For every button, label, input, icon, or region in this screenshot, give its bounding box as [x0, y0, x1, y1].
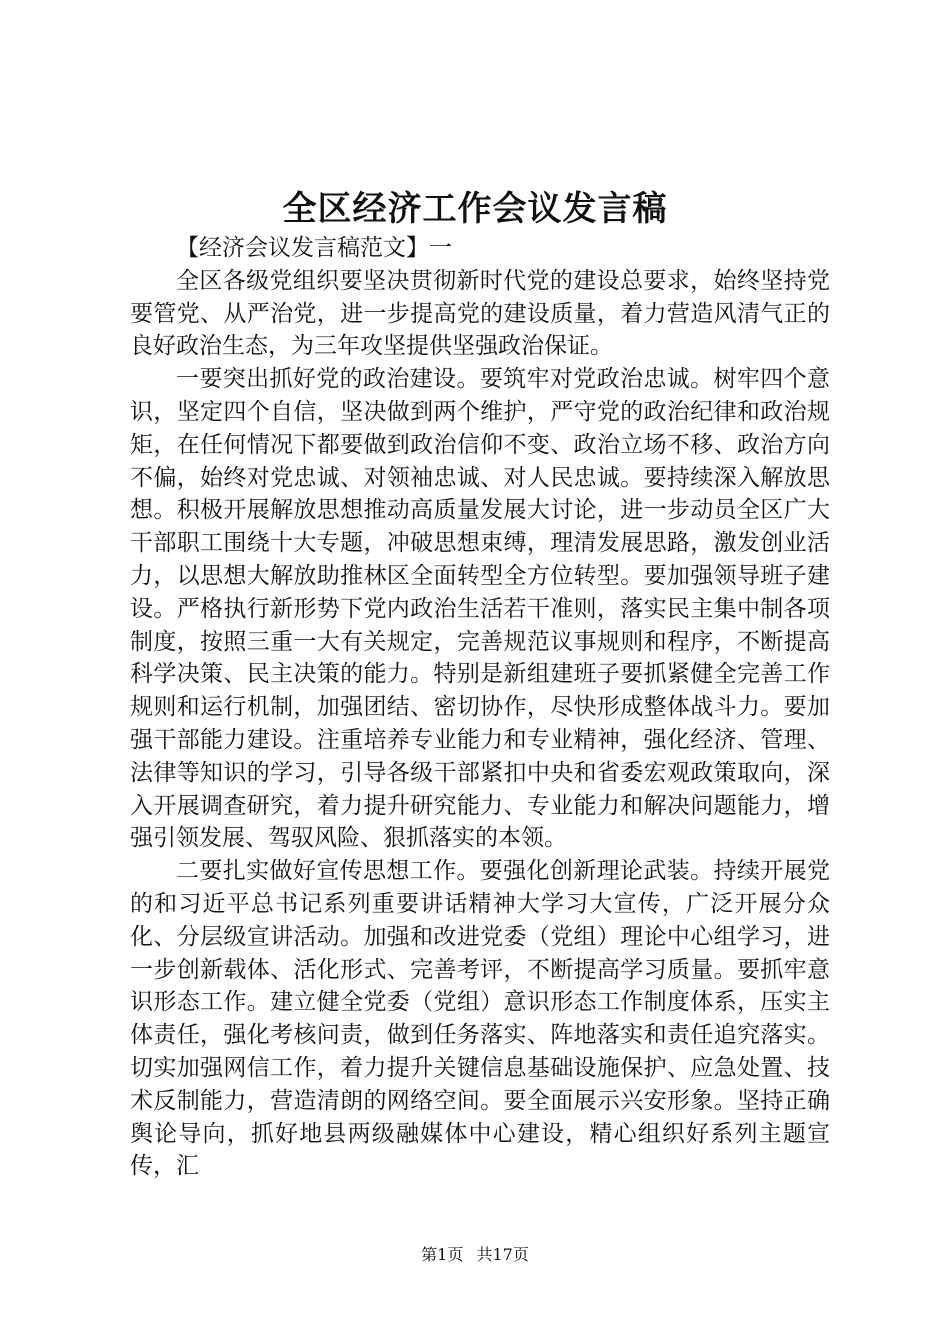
paragraph-propaganda-work: 二要扎实做好宣传思想工作。要强化创新理论武装。持续开展党的和习近平总书记系列重要讲话精神大学习大宣传，广泛开展分众化、分层级宣讲活动。加强和改进党委（党组）理论中心组学习，进一步创新载体、活化形式、完善考评，不断提高学习质量。要抓牢意识形态工作。建立健全党委（党组）意识形态工作制度体系，压实主体责任，强化考核问责，做到任务落实、阵地落实和责任追究落实。切实加强网信工作，着力提升关键信息基础设施保护、应急处置、技术反制能力，营造清朗的网络空间。要全面展示兴安形象。坚持正确舆论导向，抓好地县两级融媒体中心建设，精心组织好系列主题宣传，汇 [130, 858, 830, 1180]
document-body [130, 232, 830, 1183]
paragraph-heading: 【经济会议发言稿范文】一 [176, 235, 452, 261]
page-number: 第1页 [421, 1245, 464, 1264]
page-total: 共17页 [476, 1245, 529, 1264]
paragraph-political-building: 一要突出抓好党的政治建设。要筑牢对党政治忠诚。树牢四个意识，坚定四个自信，坚决做到两个维护，严守党的政治纪律和政治规矩，在任何情况下都要做到政治信仰不变、政治立场不移、政治方向不偏，始终对党忠诚、对领袖忠诚、对人民忠诚。要持续深入解放思想。积极开展解放思想推动高质量发展大讨论，进一步动员全区广大干部职工围绕十大专题，冲破思想束缚，理清发展思路，激发创业活力，以思想大解放助推林区全面转型全方位转型。要加强领导班子建设。严格执行新形势下党内政治生活若干准则，落实民主集中制各项制度，按照三重一大有关规定，完善规范议事规则和程序，不断提高科学决策、民主决策的能力。特别是新组建班子要抓紧健全完善工作规则和运行机制，加强团结、密切协作，尽快形成整体战斗力。要加强干部能力建设。注重培养专业能力和专业精神，强化经济、管理、法律等知识的学习，引导各级干部紧扣中央和省委宏观政策取向，深入开展调查研究，着力提升研究能力、专业能力和解决问题能力，增强引领发展、驾驭风险、狠抓落实的本领。 [130, 366, 830, 852]
page-footer [0, 1243, 950, 1267]
paragraph-intro: 全区各级党组织要坚决贯彻新时代党的建设总要求，始终坚持党要管党、从严治党，进一步提高党的建设质量，着力营造风清气正的良好政治生态，为三年攻坚提供坚强政治保证。 [130, 267, 830, 360]
document-title: 全区经济工作会议发言稿 [282, 189, 668, 229]
